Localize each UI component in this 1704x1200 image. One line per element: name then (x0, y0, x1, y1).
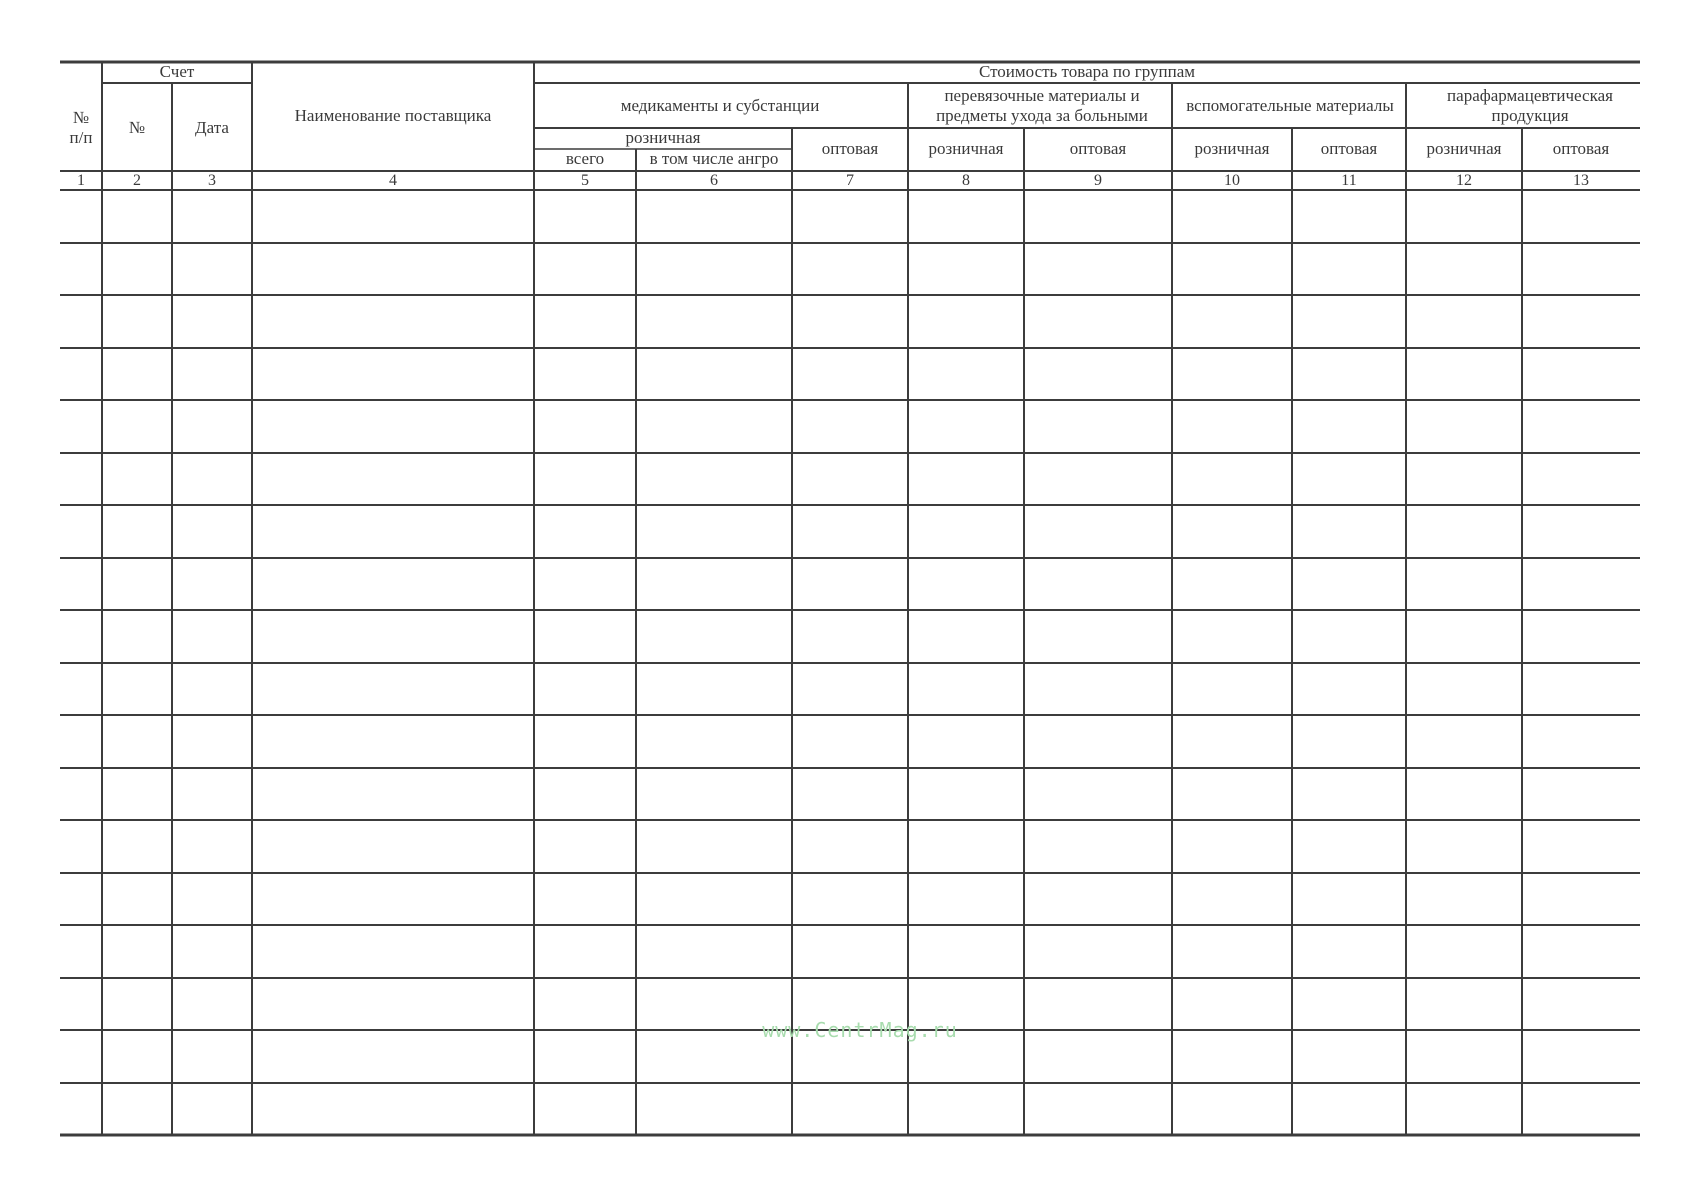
header-total: всего (565, 149, 605, 168)
header-retail-dressings: розничная (928, 139, 1004, 158)
header-invoice-date: Дата (195, 117, 229, 137)
header-including-angro: в том числе ангро (649, 149, 779, 168)
header-invoice-number: № (128, 117, 146, 137)
header-row-number: № п/п (69, 107, 93, 147)
column-number: 10 (1224, 171, 1240, 189)
header-cost-by-groups: Стоимость товара по группам (978, 62, 1196, 81)
header-retail-parapharm: розничная (1426, 139, 1502, 158)
header-retail-meds: розничная (625, 128, 701, 147)
column-number: 9 (1094, 171, 1102, 189)
column-number: 11 (1341, 171, 1357, 189)
header-group-dressings: перевязочные материалы и предметы ухода за больными (936, 86, 1148, 125)
header-group-auxiliary: вспомогательные материалы (1186, 96, 1394, 115)
header-wholesale-dressings: оптовая (1069, 139, 1127, 158)
header-group-parapharm: парафармацевтическая продукция (1447, 86, 1613, 125)
column-number: 8 (962, 171, 970, 189)
header-retail-auxiliary: розничная (1194, 139, 1270, 158)
header-wholesale-meds: оптовая (821, 139, 879, 158)
column-number: 1 (77, 171, 85, 189)
header-wholesale-auxiliary: оптовая (1320, 139, 1378, 158)
column-number: 12 (1456, 171, 1472, 189)
column-number: 5 (581, 171, 589, 189)
header-invoice-group: Счет (159, 62, 195, 81)
header-wholesale-parapharm: оптовая (1552, 139, 1610, 158)
column-number: 7 (846, 171, 854, 189)
header-group-medicines: медикаменты и субстанции (620, 96, 820, 115)
watermark: www.CentrMag.ru (762, 1018, 958, 1042)
column-number: 13 (1573, 171, 1589, 189)
column-number: 2 (133, 171, 141, 189)
column-number: 6 (710, 171, 718, 189)
header-supplier-name: Наименование поставщика (294, 106, 492, 125)
column-number: 3 (208, 171, 216, 189)
column-number: 4 (389, 171, 397, 189)
